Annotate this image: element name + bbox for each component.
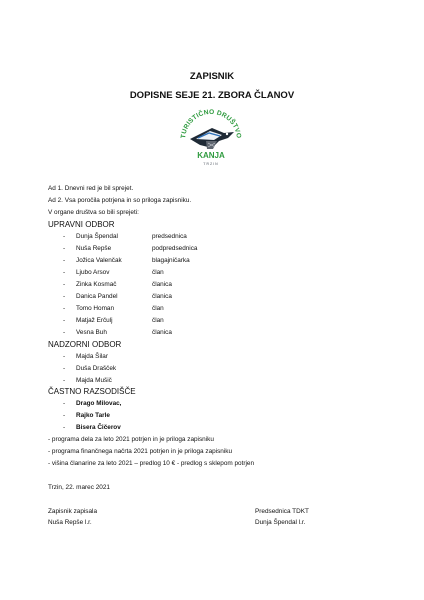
program-line: - višina članarine za leto 2021 – predlog 10 € - predlog s sklepom potrjen: [48, 460, 255, 467]
intro-line: Ad 1. Dnevni red je bil sprejet.: [48, 185, 134, 192]
signature-right-name: Dunja Špendal l.r.: [255, 519, 306, 526]
member-name: Danica Pandel: [76, 293, 118, 300]
member-name: Majda Šilar: [76, 353, 108, 360]
signature-left-title: Zapisnik zapisala: [48, 508, 98, 515]
member-name: Zinka Kosmač: [76, 281, 117, 288]
member-name: Dunja Špendal: [76, 233, 118, 240]
intro-line: V organe društva so bili sprejeti:: [48, 209, 139, 216]
document-date: Trzin, 22. marec 2021: [48, 484, 110, 491]
member-name: Matjaž Erčulj: [76, 317, 113, 324]
member-name: Majda Mušič: [76, 377, 112, 384]
document-subtitle: DOPISNE SEJE 21. ZBORA ČLANOV: [129, 90, 295, 101]
document-page: ZAPISNIK DOPISNE SEJE 21. ZBORA ČLANOV TURISTIČNO DRUŠTVO KANJA TRZIN Ad 1. Dnevni red je bil sprejet. Ad 2. Vsa poročila potrjena in so priloga zapisniku. V organe društva so bili sprejeti: UPRAVNI ODBOR - Dunja Špendal predsednica - Nuša Repše podpredsednica - Jožica Valenčak blagajničarka - Ljubo Arsov član - Zinka Kosmač članica - Danica Pandel članica - Tomo Homan član - Matjaž Erčulj član - Vesna Buh članica NADZORNI ODBOR - Majda Šilar - Duša Drašček - Majda Mušič ČASTNO RAZSODIŠČE - Drago Milovac, - Rajko Tarle - Bisera Čičerov - programa dela za leto 2021 potrjen in je priloga zapisniku - programa finančnega načrta 2021 potrjen in je priloga zapisniku - višina članarine za leto 2021 – predlog 10 € - predlog s sklepom potrjen Trzin, 22. marec 2021 Zapisnik zapisala Nuša Repše l.r. Predsednica TDKT Dunja Špendal l.r.: [0, 0, 424, 600]
logo-arc-text: TURISTIČNO DRUŠTVO: [179, 108, 243, 139]
member-name: Bisera Čičerov: [76, 424, 121, 431]
kanja-logo: [176, 103, 246, 171]
member-role: podpredsednica: [152, 245, 198, 252]
upravni-odbor-heading: UPRAVNI ODBOR: [48, 220, 115, 229]
member-role: član: [152, 269, 164, 276]
member-name: Tomo Homan: [76, 305, 115, 312]
program-line: - programa dela za leto 2021 potrjen in je priloga zapisniku: [48, 436, 214, 443]
signature-left-name: Nuša Repše l.r.: [48, 519, 92, 526]
member-role: predsednica: [152, 233, 187, 240]
logo-name: KANJA: [197, 151, 225, 160]
member-name: Rajko Tarle: [76, 412, 110, 419]
member-role: članica: [152, 281, 172, 288]
intro-line: Ad 2. Vsa poročila potrjena in so priloga zapisniku.: [48, 197, 192, 204]
member-role: članica: [152, 329, 172, 336]
logo-place: TRZIN: [203, 162, 219, 166]
member-role: blagajničarka: [152, 257, 190, 264]
member-role: član: [152, 305, 164, 312]
member-role: član: [152, 317, 164, 324]
member-name: Duša Drašček: [76, 365, 117, 372]
nadzorni-odbor-heading: NADZORNI ODBOR: [48, 340, 122, 349]
signature-right-title: Predsednica TDKT: [255, 508, 309, 515]
member-name: Vesna Buh: [76, 329, 107, 336]
program-line: - programa finančnega načrta 2021 potrjen in je priloga zapisniku: [48, 448, 233, 455]
document-title: ZAPISNIK: [189, 71, 235, 82]
castno-razsodisce-heading: ČASTNO RAZSODIŠČE: [48, 387, 136, 396]
member-name: Jožica Valenčak: [76, 257, 122, 264]
member-name: Nuša Repše: [76, 245, 112, 252]
member-name: Drago Milovac,: [76, 400, 122, 407]
member-role: članica: [152, 293, 172, 300]
member-name: Ljubo Arsov: [76, 269, 110, 276]
